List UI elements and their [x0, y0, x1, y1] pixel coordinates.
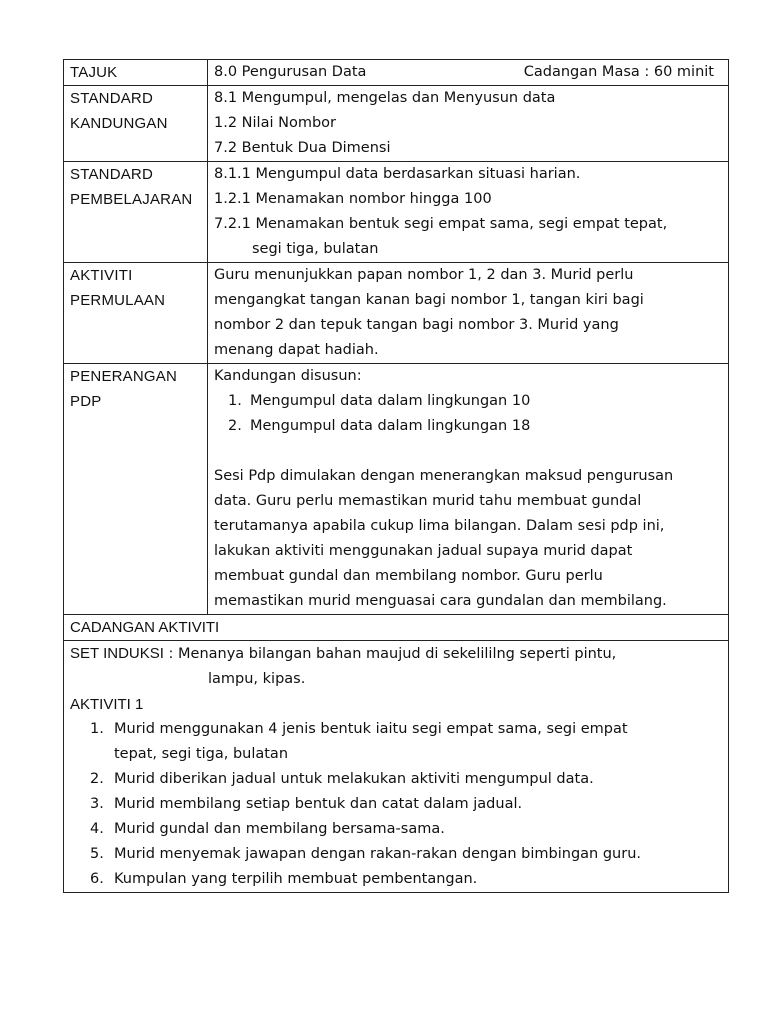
paragraph-line: Sesi Pdp dimulakan dengan menerangkan maksud pengurusan — [214, 468, 674, 484]
list-item — [228, 389, 724, 414]
content-line: 1.2.1 Menamakan nombor hingga 100 — [214, 191, 492, 207]
content-line: 1.2 Nilai Nombor — [214, 115, 336, 131]
list-number: 4. — [90, 821, 104, 837]
list-number: 2. — [90, 771, 104, 787]
content-line: Guru menunjukkan papan nombor 1, 2 dan 3. Murid perlu — [214, 267, 634, 283]
aktiviti-1-list — [70, 717, 724, 892]
aktiviti-1-label: AKTIVITI 1 — [70, 696, 144, 713]
tajuk-label-text: TAJUK — [70, 64, 118, 81]
section-heading: CADANGAN AKTIVITI — [70, 619, 220, 636]
aktiviti-permulaan-label — [64, 263, 208, 364]
list-item — [90, 717, 724, 742]
row-penerangan-pdp — [64, 364, 729, 615]
tajuk-label — [64, 60, 208, 86]
paragraph-line: memastikan murid menguasai cara gundalan dan membilang. — [214, 593, 667, 609]
list-text: Murid membilang setiap bentuk dan catat dalam jadual. — [114, 796, 523, 812]
row-activities — [64, 641, 729, 893]
standard-pembelajaran-content — [208, 162, 729, 263]
content-line: 8.1.1 Mengumpul data berdasarkan situasi harian. — [214, 166, 581, 182]
content-line: menang dapat hadiah. — [214, 342, 379, 358]
kandungan-list — [214, 389, 724, 439]
lesson-plan-table — [63, 59, 729, 893]
paragraph-gap — [214, 439, 724, 464]
content-line: 8.1 Mengumpul, mengelas dan Menyusun data — [214, 90, 556, 106]
content-line: 7.2 Bentuk Dua Dimensi — [214, 140, 391, 156]
list-number: 6. — [90, 871, 104, 887]
label-line: AKTIVITI — [70, 267, 133, 284]
row-aktiviti-permulaan — [64, 263, 729, 364]
list-item — [90, 792, 724, 817]
list-number: 1. — [90, 721, 104, 737]
penerangan-pdp-label — [64, 364, 208, 615]
label-line: PENERANGAN — [70, 368, 178, 385]
content-line: 7.2.1 Menamakan bentuk segi empat sama, segi empat tepat, — [214, 216, 668, 232]
paragraph-line: lakukan aktiviti menggunakan jadual supaya murid dapat — [214, 543, 633, 559]
label-line: KANDUNGAN — [70, 115, 168, 132]
label-line: PDP — [70, 393, 102, 410]
list-number: 2. — [228, 418, 242, 434]
list-text: Kumpulan yang terpilih membuat pembentangan. — [114, 871, 478, 887]
standard-kandungan-label — [64, 86, 208, 162]
list-item — [90, 767, 724, 792]
aktiviti-permulaan-content — [208, 263, 729, 364]
label-line: PEMBELAJARAN — [70, 191, 193, 208]
list-text: Murid menggunakan 4 jenis bentuk iaitu segi empat sama, segi empat — [114, 721, 628, 737]
list-text: Mengumpul data dalam lingkungan 18 — [250, 418, 531, 434]
row-standard-pembelajaran — [64, 162, 729, 263]
standard-kandungan-content — [208, 86, 729, 162]
activities-content — [64, 641, 729, 893]
set-induksi-continuation: lampu, kipas. — [208, 671, 306, 687]
standard-pembelajaran-label — [64, 162, 208, 263]
tajuk-title-row — [214, 60, 724, 85]
set-induksi-line — [70, 641, 724, 667]
content-line-continuation: segi tiga, bulatan — [252, 241, 379, 257]
list-text: Murid gundal dan membilang bersama-sama. — [114, 821, 445, 837]
list-item — [90, 867, 724, 892]
label-line: STANDARD — [70, 166, 153, 183]
list-item — [90, 817, 724, 842]
list-number: 5. — [90, 846, 104, 862]
list-text: Murid menyemak jawapan dengan rakan-rakan dengan bimbingan guru. — [114, 846, 642, 862]
row-tajuk — [64, 60, 729, 86]
row-cadangan-aktiviti — [64, 615, 729, 641]
list-item — [228, 414, 724, 439]
list-item-continuation — [90, 742, 724, 767]
set-induksi-text: : Menanya bilangan bahan maujud di sekelililng seperti pintu, — [163, 646, 617, 662]
paragraph-line: membuat gundal dan membilang nombor. Guru perlu — [214, 568, 603, 584]
paragraph-line: data. Guru perlu memastikan murid tahu membuat gundal — [214, 493, 642, 509]
list-item — [90, 842, 724, 867]
cadangan-aktiviti-heading — [64, 615, 729, 641]
list-text: Mengumpul data dalam lingkungan 10 — [250, 393, 531, 409]
label-line: STANDARD — [70, 90, 153, 107]
list-number: 3. — [90, 796, 104, 812]
set-induksi-label: SET INDUKSI — [70, 645, 164, 662]
penerangan-intro: Kandungan disusun: — [214, 368, 362, 384]
content-line: nombor 2 dan tepuk tangan bagi nombor 3. Murid yang — [214, 317, 619, 333]
tajuk-content — [208, 60, 729, 86]
label-line: PERMULAAN — [70, 292, 166, 309]
content-line: mengangkat tangan kanan bagi nombor 1, tangan kiri bagi — [214, 292, 644, 308]
list-text: Murid diberikan jadual untuk melakukan aktiviti mengumpul data. — [114, 771, 594, 787]
list-text-continuation: tepat, segi tiga, bulatan — [114, 746, 289, 762]
tajuk-title: 8.0 Pengurusan Data — [214, 64, 367, 80]
row-standard-kandungan — [64, 86, 729, 162]
list-number: 1. — [228, 393, 242, 409]
paragraph-line: terutamanya apabila cukup lima bilangan. Dalam sesi pdp ini, — [214, 518, 665, 534]
tajuk-time: Cadangan Masa : 60 minit — [523, 64, 714, 80]
penerangan-pdp-content — [208, 364, 729, 615]
